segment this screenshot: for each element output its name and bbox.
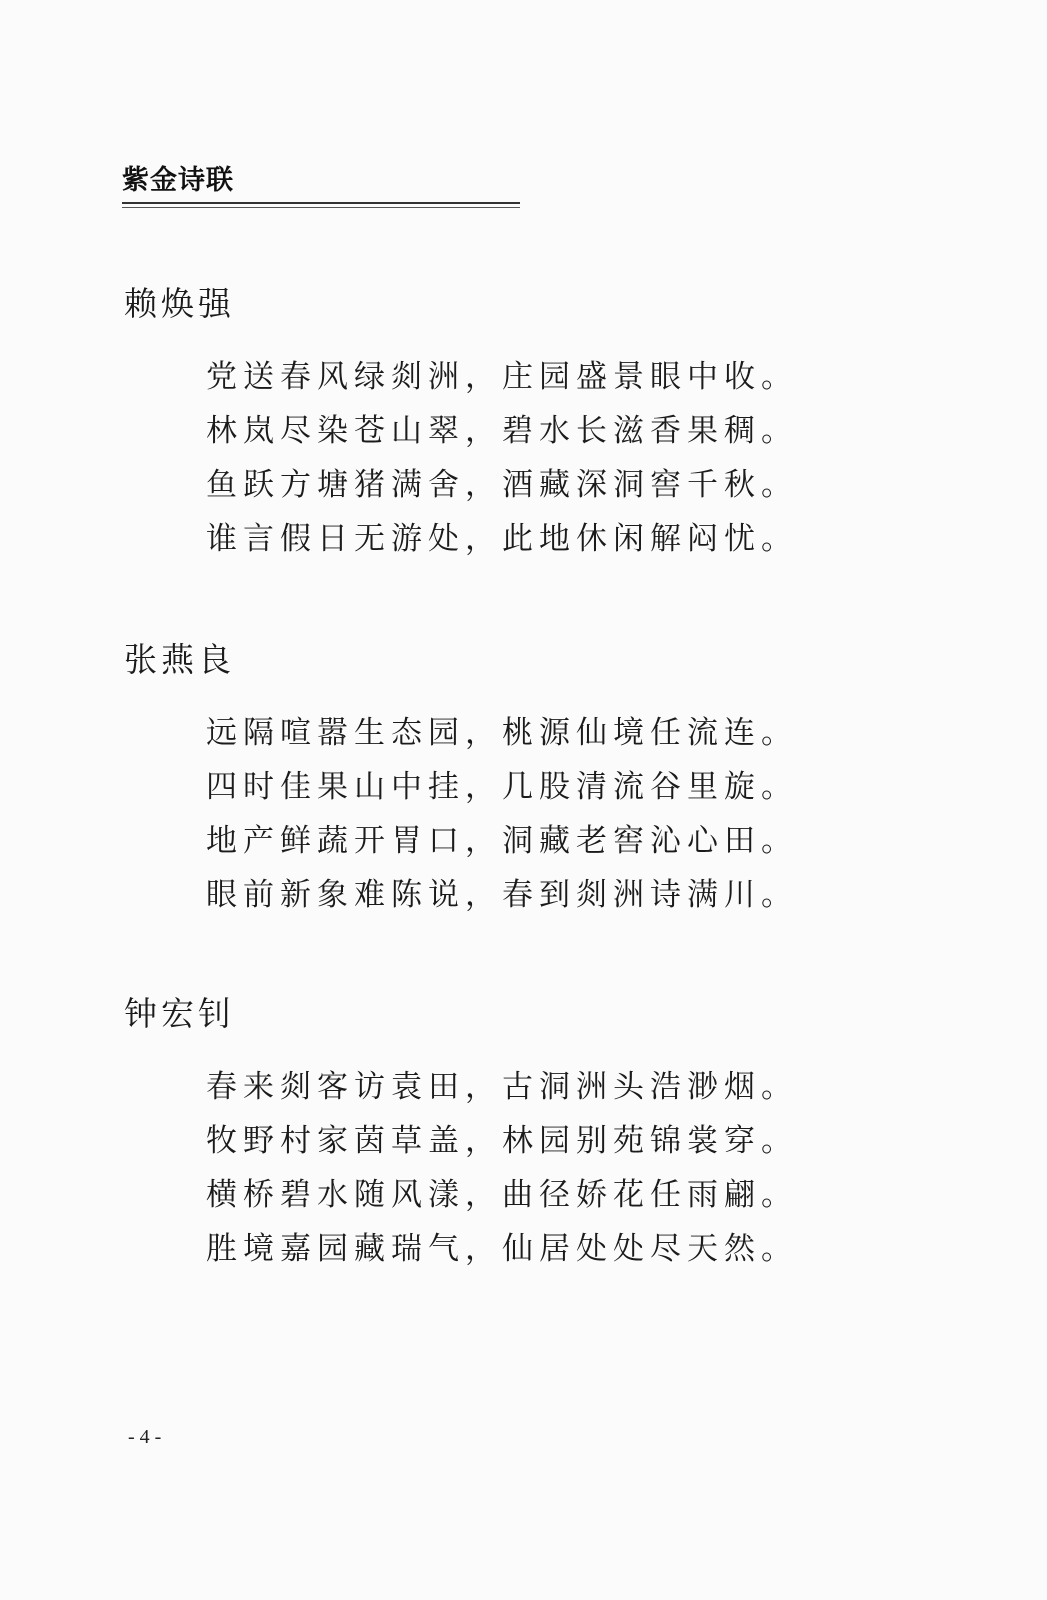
poem-line: 谁言假日无游处，此地休闲解闷忧。 [206, 521, 798, 557]
poem-line: 林岚尽染苍山翠，碧水长滋香果稠。 [206, 413, 798, 449]
poem-line: 党送春风绿剡洲，庄园盛景眼中收。 [206, 359, 798, 395]
header-rule [122, 202, 520, 208]
poem-line: 地产鲜蔬开胃口，洞藏老窖沁心田。 [206, 823, 798, 859]
poem-body [206, 706, 798, 922]
poem-author: 钟宏钊 [124, 994, 235, 1033]
poem-body [206, 1060, 798, 1276]
poem-line: 眼前新象难陈说，春到剡洲诗满川。 [206, 877, 798, 913]
poem-line: 胜境嘉园藏瑞气，仙居处处尽天然。 [206, 1231, 798, 1267]
poem-author: 赖焕强 [124, 284, 235, 323]
poem-line: 横桥碧水随风漾，曲径娇花任雨翩。 [206, 1177, 798, 1213]
poem-line: 鱼跃方塘猪满舍，酒藏深洞窖千秋。 [206, 467, 798, 503]
page-number: - 4 - [128, 1426, 162, 1448]
poem-line: 远隔喧嚣生态园，桃源仙境任流连。 [206, 715, 798, 751]
poem-line: 牧野村家茵草盖，林园别苑锦裳穿。 [206, 1123, 798, 1159]
running-header [122, 164, 520, 208]
poem-body [206, 350, 798, 566]
poem-author: 张燕良 [124, 640, 235, 679]
poem-line: 春来剡客访袁田，古洞洲头浩渺烟。 [206, 1069, 798, 1105]
poem-line: 四时佳果山中挂，几股清流谷里旋。 [206, 769, 798, 805]
header-title: 紫金诗联 [122, 165, 234, 196]
